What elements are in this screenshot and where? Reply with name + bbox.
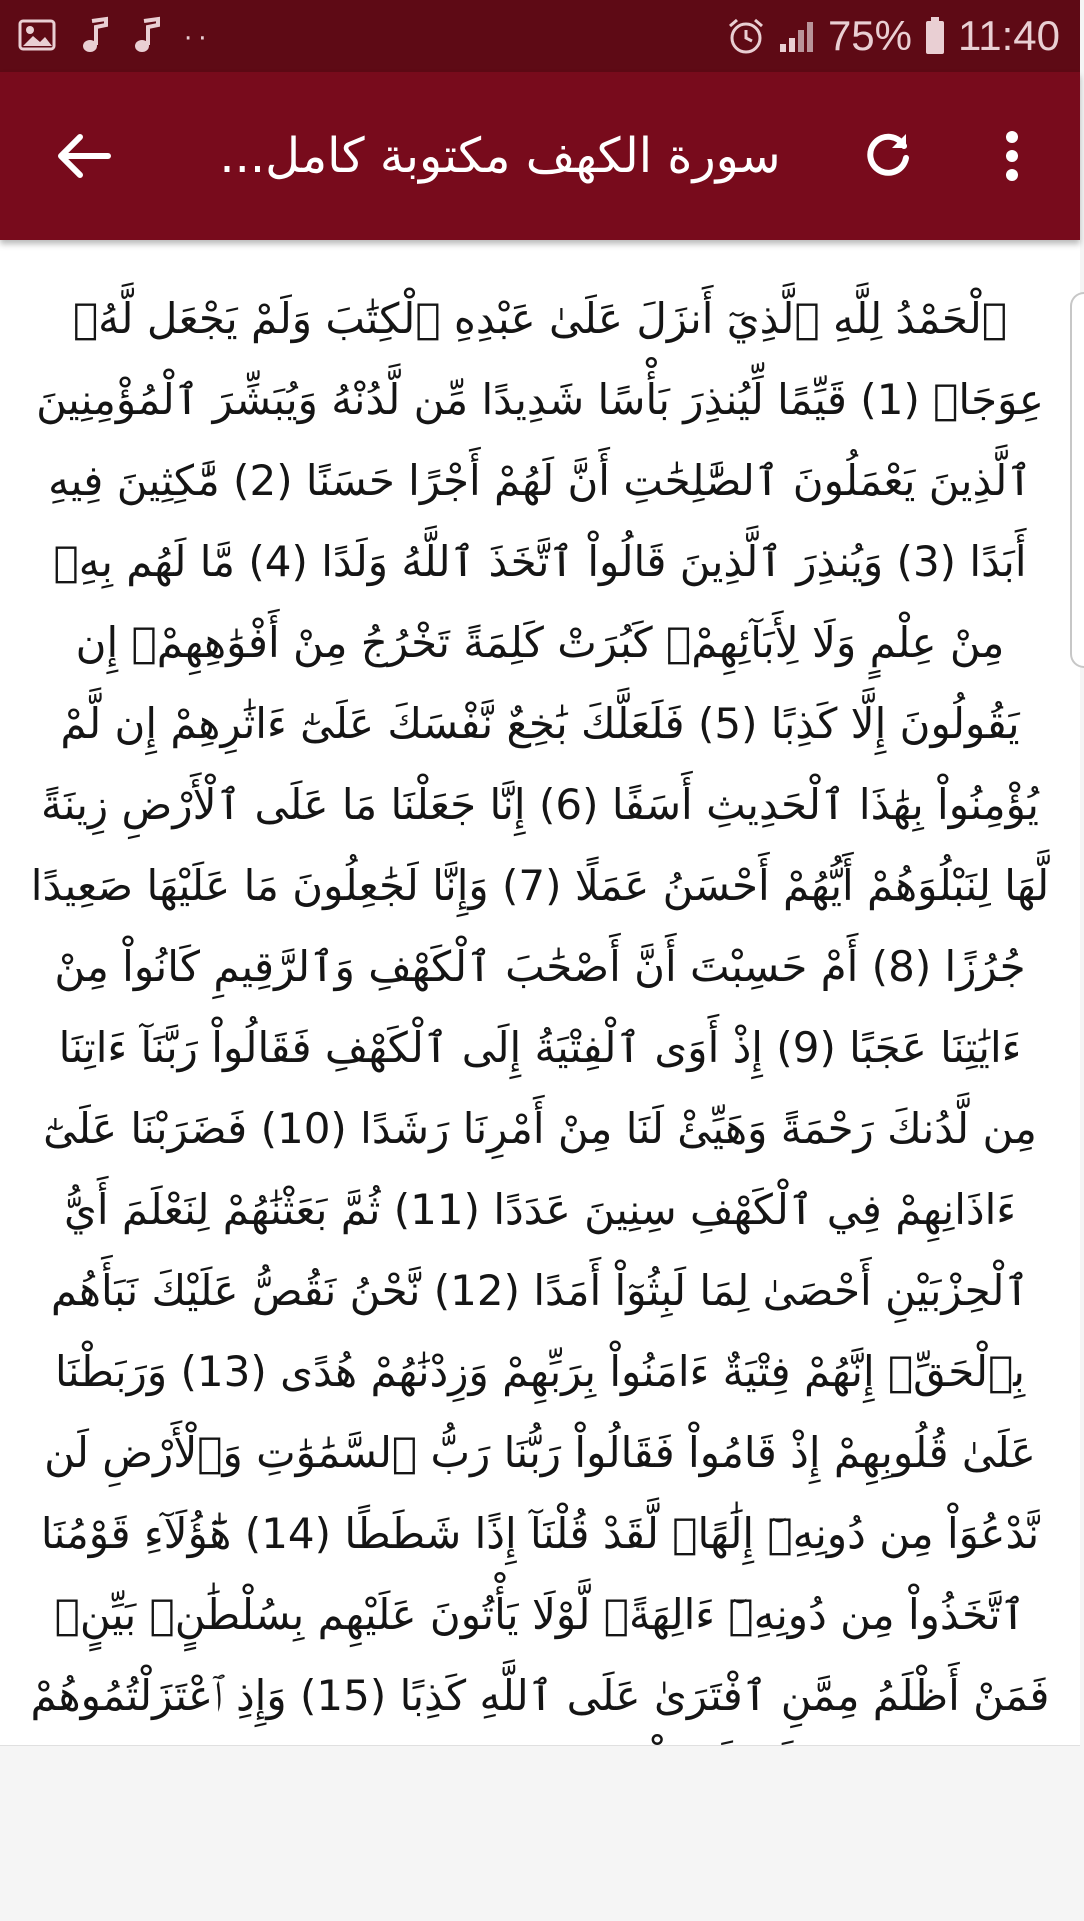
page-title: سورة الكهف مكتوبة كامل... bbox=[219, 128, 781, 184]
music-note-icon bbox=[80, 17, 110, 55]
overflow-menu-button[interactable] bbox=[952, 72, 1072, 240]
edge-panel-handle[interactable] bbox=[1070, 292, 1084, 668]
battery-icon bbox=[924, 16, 946, 56]
app-bar bbox=[0, 72, 1080, 240]
back-button[interactable] bbox=[24, 72, 144, 240]
surah-text: ٱلْحَمْدُ لِلَّهِ ٱلَّذِيٓ أَنزَلَ عَلَىٰ عَبْدِهِ ٱلْكِتَٰبَ وَلَمْ يَجْعَل لَّهُۥ عِوَجَاۜ (1) قَيِّمًا لِّيُنذِرَ بَأْسًا شَدِيدًا مِّن لَّدُنْهُ وَيُبَشِّرَ ٱلْمُؤْمِنِينَ ٱلَّذِينَ يَعْمَلُونَ ٱلصَّٰلِحَٰتِ أَنَّ لَهُمْ أَجْرًا حَسَنًا (2) مَّٰكِثِينَ فِيهِ أَبَدًا (3) وَيُنذِرَ ٱلَّذِينَ قَالُواْ ٱتَّخَذَ ٱللَّهُ وَلَدًا (4) مَّا لَهُم بِهِۦ مِنْ عِلْمٍ وَلَا لِأَبَآئِهِمْۚ كَبُرَتْ كَلِمَةً تَخْرُجُ مِنْ أَفْوَٰهِهِمْۚ إِن يَقُولُونَ إِلَّا كَذِبًا (5) فَلَعَلَّكَ بَٰخِعٌ نَّفْسَكَ عَلَىٰٓ ءَاثَٰرِهِمْ إِن لَّمْ يُؤْمِنُواْ بِهَٰذَا ٱلْحَدِيثِ أَسَفًا (6) إِنَّا جَعَلْنَا مَا عَلَى ٱلْأَرْضِ زِينَةً لَّهَا لِنَبْلُوَهُمْ أَيُّهُمْ أَحْسَنُ عَمَلًا (7) وَإِنَّا لَجَٰعِلُونَ مَا عَلَيْهَا صَعِيدًا جُرُزًا (8) أَمْ حَسِبْتَ أَنَّ أَصْحَٰبَ ٱلْكَهْفِ وَٱلرَّقِيمِ كَانُواْ مِنْ ءَايَٰتِنَا عَجَبًا (9) إِذْ أَوَى ٱلْفِتْيَةُ إِلَى ٱلْكَهْفِ فَقَالُواْ رَبَّنَآ ءَاتِنَا مِن لَّدُنكَ رَحْمَةً وَهَيِّئْ لَنَا مِنْ أَمْرِنَا رَشَدًا (10) فَضَرَبْنَا عَلَىٰٓ ءَاذَانِهِمْ فِي ٱلْكَهْفِ سِنِينَ عَدَدًا (11) ثُمَّ بَعَثْنَٰهُمْ لِنَعْلَمَ أَيُّ ٱلْحِزْبَيْنِ أَحْصَىٰ لِمَا لَبِثُوٓاْ أَمَدًا (12) نَّحْنُ نَقُصُّ عَلَيْكَ نَبَأَهُم بِٱلْحَقِّۚ إِنَّهُمْ فِتْيَةٌ ءَامَنُواْ بِرَبِّهِمْ وَزِدْنَٰهُمْ هُدًى (13) وَرَبَطْنَا عَلَىٰ قُلُوبِهِمْ إِذْ قَامُواْ فَقَالُواْ رَبُّنَا رَبُّ ٱلسَّمَٰوَٰتِ وَٱلْأَرْضِ لَن نَّدْعُوَاْ مِن دُونِهِۦٓ إِلَٰهًاۖ لَّقَدْ قُلْنَآ إِذًا شَطَطًا (14) هَٰٓؤُلَآءِ قَوْمُنَا ٱتَّخَذُواْ مِن دُونِهِۦٓ ءَالِهَةًۖ لَّوْلَا يَأْتُونَ عَلَيْهِم بِسُلْطَٰنٍۭ بَيِّنٍۖ فَمَنْ أَظْلَمُ مِمَّنِ ٱفْتَرَىٰ عَلَى ٱللَّهِ كَذِبًا (15) وَإِذِ ٱعْتَزَلْتُمُوهُمْ bbox=[30, 294, 1050, 1720]
more-notifications-indicator: ·· bbox=[184, 24, 213, 54]
surah-content[interactable] bbox=[0, 240, 1080, 1745]
refresh-button[interactable] bbox=[828, 72, 948, 240]
more-vert-icon bbox=[1002, 130, 1022, 182]
image-icon bbox=[18, 18, 58, 54]
refresh-icon bbox=[862, 130, 914, 182]
arrow-back-icon bbox=[56, 132, 112, 180]
music-note-icon bbox=[132, 17, 162, 55]
battery-percent: 75% bbox=[827, 12, 912, 59]
bottom-blank-area bbox=[0, 1745, 1080, 1921]
status-bar bbox=[0, 0, 1080, 72]
system-icons bbox=[726, 0, 1060, 72]
alarm-icon bbox=[726, 16, 766, 56]
clock: 11:40 bbox=[958, 12, 1060, 59]
signal-icon bbox=[778, 18, 816, 54]
notification-icons bbox=[18, 0, 213, 72]
